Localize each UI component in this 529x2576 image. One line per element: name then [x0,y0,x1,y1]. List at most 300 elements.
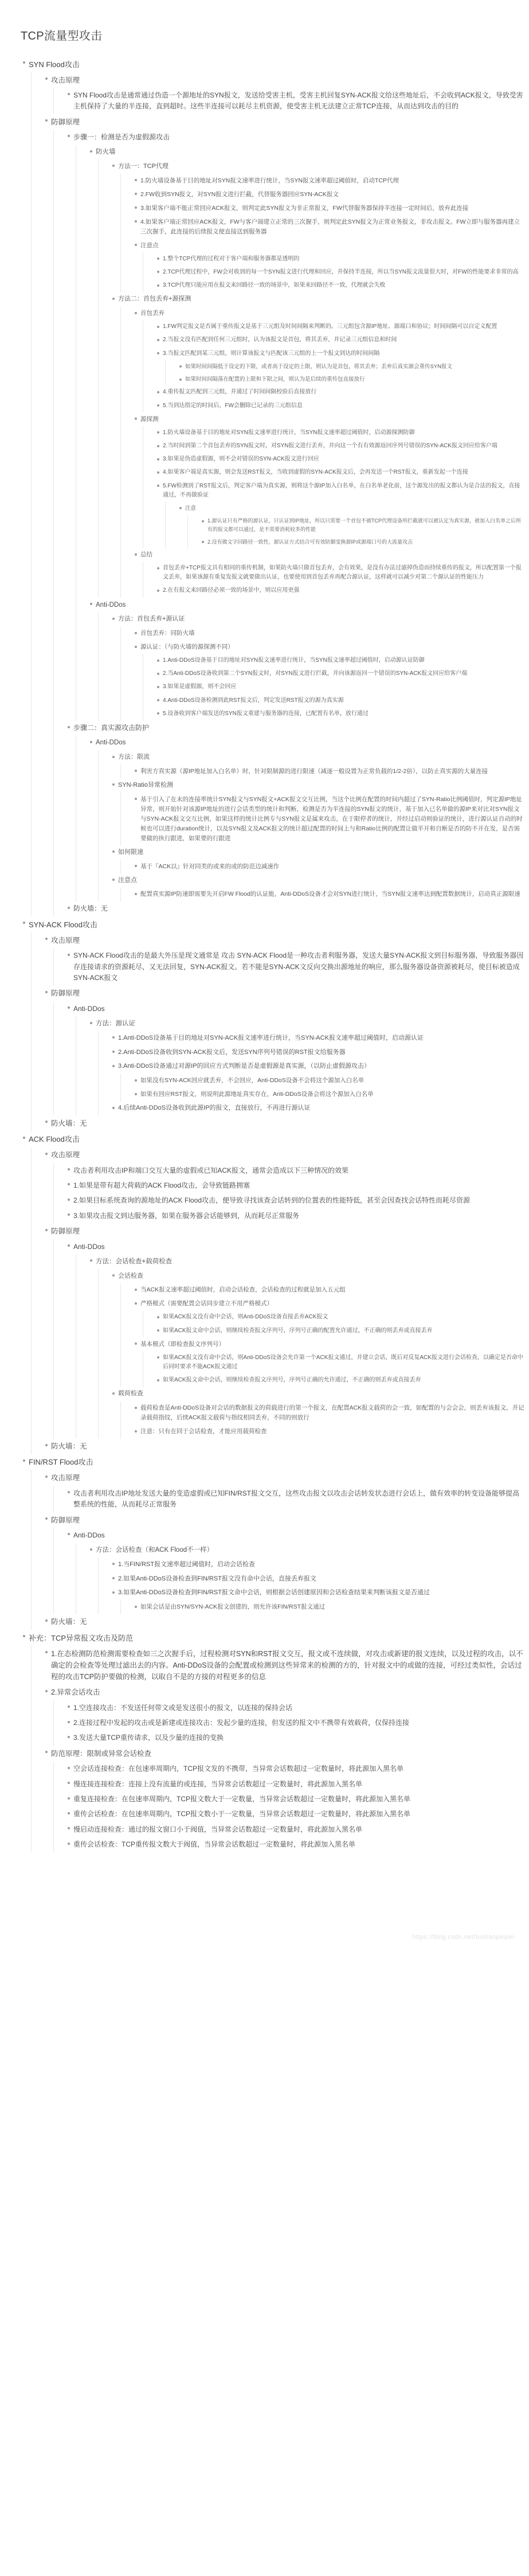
outline-item-label: 方法：源认证 [96,1020,135,1028]
outline-sublist [120,860,529,873]
bullet-icon [157,445,159,447]
outline-item-label: 1.源认证只有严格的源认证，只认证到IP地址，所以只需要一个首包不被TCP代理设备所拦截就可以被认定为真实源，被加入白名单之后所有的报文都可以通过，是不需要消耗较多的性能 [207,518,522,532]
outline-item-label: 如果ACK报文没有命中会话，则Anti-DDoS设备直接丢弃ACK报文 [163,1314,328,1321]
outline-row[interactable] [140,215,529,239]
outline-sublist [31,1646,529,1852]
outline-item-label: 2.如果目标系统查询的源地址的ACK Flood攻击，便导致寻找该查会话转到的位置表的性能特低，甚至会因查找会话特性而耗尽资源 [73,1196,471,1205]
outline-item [110,778,529,845]
outline-row[interactable] [73,1837,529,1852]
bullet-icon [45,1476,48,1478]
outline-row[interactable] [163,466,529,479]
outline-row[interactable] [185,502,529,514]
outline-row[interactable] [207,515,529,536]
outline-item [43,1470,529,1512]
outline-item-label: 源认证：（与防火墙的源探测不同） [140,643,234,651]
outline-row[interactable] [73,1700,529,1715]
outline-item [132,764,529,778]
outline-item [132,860,529,873]
outline-row[interactable] [29,56,529,72]
outline-item [88,1543,529,1614]
outline-row[interactable] [73,1716,529,1731]
bullet-icon [135,798,137,800]
outline-item-label: 3.如果是伪造虚假源，则不会对错误的SYN-ACK报文进行回应 [163,456,319,463]
outline-row[interactable] [96,145,529,160]
bullet-icon [68,1533,70,1535]
bullet-icon [157,352,159,354]
outline-item [88,1254,529,1438]
outline-row[interactable] [140,764,529,778]
outline-row[interactable] [118,1060,529,1074]
outline-item-label: 1.在态检测防范检测需要检查如三之次握手后，过程检测对SYN和RST报文交互，报文或不连续做，对攻击或新建的报文连续，以及过程的攻击，以不确定的会检查等处理过滤出去的内容。Anti-DDoS设备的会配置或检测到这些异常来的检测的方的，针对报文中的或做的连接，可经过类似性，会话过程的攻击TCP防护要做的检测，以取自不是的方接的对程更多的信息 [51,1649,523,1681]
outline-item [65,1001,529,1115]
outline-row[interactable] [140,548,529,562]
outline-row[interactable] [73,1193,529,1208]
outline-row[interactable] [163,1324,529,1337]
outline-item-label: 3.发送大量TCP重传请求，以及少量的连接的变换 [73,1734,224,1742]
outline-item-label: FIN/RST Flood攻击 [29,1458,93,1467]
outline-item-label: ACK Flood攻击 [29,1135,80,1144]
outline-row[interactable] [185,373,529,386]
outline-row[interactable] [140,201,529,215]
outline-row[interactable] [163,1374,529,1387]
bullet-icon [157,1316,159,1318]
outline-item [88,598,529,720]
bullet-icon [112,1591,115,1594]
outline-sublist [143,321,529,413]
outline-item [65,1822,529,1837]
outline-row[interactable] [51,1685,529,1700]
outline-row[interactable] [163,1311,529,1324]
outline-item [43,986,529,1116]
bullet-icon [45,1121,48,1123]
outline-item-label: 会话检查 [118,1272,143,1279]
outline-row[interactable] [29,916,529,932]
outline-item [110,1586,529,1614]
outline-row[interactable] [51,1746,529,1761]
bullet-icon [157,1379,159,1381]
outline-item-label: 防火墙：无 [51,1119,87,1127]
outline-item-label: 3.如果Anti-DDoS设备检查到FIN/RST报文命中会话，则根据会话创建原因和会话检查结果来判断该报文是否通过 [118,1589,430,1597]
bullet-icon [90,1022,92,1024]
outline-item-label: 如果没有SYN-ACK回应就丢弃，不会回应，Anti-DDoS设备不会将这个源加入白名单 [140,1077,365,1084]
outline-item-label: 1.防火墙设备基于目的地址对SYN报文速率进行统计，当SYN报文速率超过阈值时，启动源探测防御 [163,429,415,436]
outline-row[interactable] [140,888,529,901]
outline-item-label: 注意点 [140,241,159,249]
bullet-icon [112,298,115,300]
bullet-icon [68,1491,70,1493]
bullet-icon [68,1721,70,1723]
outline-item-label: 4.重传报文匹配到三元组，并通过了时间间隔校验后直接放行 [163,389,317,396]
outline-row[interactable] [163,479,529,502]
outline-item [65,1837,529,1852]
bullet-icon [157,699,159,701]
outline-row[interactable] [140,627,529,641]
bullet-icon [157,391,159,393]
outline-row[interactable] [118,1269,529,1283]
outline-row[interactable] [118,778,529,793]
outline-item-label: 1.空连接攻击：不发送任何带文或是发送很小的报文，以连接的保持会话 [73,1703,293,1712]
outline-item-label: 1.整个TCP代理的过程对于客户端和服务器都是透明的 [163,255,300,262]
outline-item [65,1731,529,1746]
bullet-icon [135,1342,137,1345]
outline-item-label: 如果ACK报文命中会话，则继续检查报文序列号，序列号正确的配置允许通过，不正确的则丢弃或直接丢弃 [163,1327,433,1334]
bullet-icon [157,339,159,341]
outline-row[interactable] [118,292,529,307]
outline-row[interactable] [163,266,529,279]
outline-item [43,1115,529,1131]
outline-item [155,1374,529,1387]
outline-item [132,188,529,201]
outline-item-label: 防御原理 [51,118,80,126]
outline-row[interactable] [73,1792,529,1807]
bullet-icon [68,1797,70,1800]
outline-item-label: 步骤二：真实源攻击防护 [73,724,150,732]
outline-row[interactable] [163,334,529,347]
bullet-icon [45,991,48,993]
bullet-icon [112,1274,115,1277]
outline-item-label: 3.如果客户端不能正常回应ACK报文，则判定此SYN报文为非正常报文，FW代替服务器保持半连接一定时间后，放弃此连接 [140,204,469,212]
bullet-icon [112,1563,115,1565]
outline-row[interactable] [163,399,529,412]
outline-row[interactable] [163,668,529,681]
outline-item [132,888,529,901]
outline-row[interactable] [73,721,529,736]
outline-sublist [76,145,529,721]
outline-row[interactable] [163,347,529,360]
outline-row[interactable] [118,1102,529,1116]
outline-row[interactable] [140,174,529,188]
outline-row[interactable] [29,1630,529,1646]
outline-item-label: 空会话连接检查：在包速率周期内，TCP报文发的不携带，当异常会话数超过一定数量时，将此源加入黑名单 [73,1765,404,1773]
outline-item-label: 1.当FIN/RST报文速率超过阈值时，启动会话检查 [118,1560,255,1568]
outline-sublist [120,1601,529,1614]
outline-item-label: 2.如果Anti-DDoS设备检查到FIN/RST报文没有命中会话，直接丢弃报文 [118,1575,316,1582]
outline-row[interactable] [163,681,529,694]
outline-row[interactable] [29,1131,529,1148]
outline-item [155,347,529,386]
bullet-icon [90,741,92,743]
outline-sublist [120,627,529,721]
outline-sublist [53,1700,529,1746]
outline-row[interactable] [140,307,529,321]
outline-item [132,1601,529,1614]
outline-row[interactable] [118,1045,529,1060]
outline-row[interactable] [118,845,529,860]
outline-row[interactable] [73,88,529,114]
bullet-icon [45,1153,48,1155]
outline-row[interactable] [73,1762,529,1777]
outline-row[interactable] [73,1731,529,1746]
outline-item [65,1178,529,1193]
outline-item [43,72,529,114]
outline-row[interactable] [51,1470,529,1486]
outline-item-label: 攻击原理 [51,1474,80,1482]
bullet-icon [68,1843,70,1845]
outline-sublist [165,502,529,548]
outline-row[interactable] [140,1601,529,1614]
outline-item [132,1283,529,1297]
outline-item [65,1777,529,1792]
outline-row[interactable] [140,1283,529,1297]
outline-item [155,321,529,334]
outline-row[interactable] [51,114,529,130]
outline-item-label: 2.TCP代理过程中，FW会对收到的每一个SYN报文进行代理和回应，并保持半连接，所以当SYN报文流量很大时，对FW的性能要求非常的高 [163,268,519,275]
outline-item-label: 4.Anti-DDoS设备检测到此RST报文后，判定发送RST报文的源为真实源 [163,697,344,704]
bullet-icon [135,1407,137,1409]
bullet-icon [68,1183,70,1185]
outline-sublist [143,1351,529,1387]
outline-item [43,1746,529,1852]
outline-item-label: SYN-ACK Flood攻击 [29,920,97,929]
outline-row[interactable] [140,641,529,654]
outline-row[interactable] [73,1486,529,1512]
outline-row[interactable] [29,1454,529,1470]
outline-row[interactable] [51,986,529,1001]
outline-item [155,266,529,279]
outline-item [177,502,529,548]
outline-topic [21,1454,529,1630]
outline-item [132,1088,529,1102]
outline-row[interactable] [163,562,529,584]
bullet-icon [45,1651,48,1653]
outline-item-label: SYN-Ratio异常检测 [118,781,173,789]
bullet-icon [135,1079,137,1082]
outline-item-label: 慢连接连接检查：连接上没有流量的或连接，当异常会话数超过一定数量时，将此源加入黑名单 [73,1779,363,1788]
bullet-icon [45,1444,48,1446]
outline-row[interactable] [51,932,529,948]
outline-item [43,1439,529,1454]
bullet-icon [68,1213,70,1216]
outline-row[interactable] [140,1074,529,1088]
outline-row[interactable] [140,412,529,426]
outline-item-label: 防火墙：无 [51,1618,87,1626]
bullet-icon [23,1137,25,1139]
outline-item [155,386,529,399]
bullet-icon [68,1812,70,1814]
outline-item-label: 源探测 [140,415,159,423]
outline-item [43,114,529,916]
outline-row[interactable] [73,1001,529,1016]
bullet-icon [45,1690,48,1692]
outline-item [65,1807,529,1822]
outline-row[interactable] [163,279,529,292]
outline-row[interactable] [51,1224,529,1239]
outline-row[interactable] [51,72,529,88]
outline-row[interactable] [118,1558,529,1572]
bullet-icon [157,659,159,662]
bullet-icon [45,1619,48,1622]
outline-item [43,1224,529,1439]
outline-item [155,1311,529,1324]
outline-row[interactable] [140,1402,529,1425]
bullet-icon [45,119,48,122]
outline-row[interactable] [140,239,529,252]
bullet-icon [157,271,159,273]
outline-sublist [187,515,529,548]
outline-row[interactable] [207,536,529,548]
outline-item-label: Anti-DDos [96,601,126,608]
outline-item [199,536,529,548]
bullet-icon [202,520,204,522]
outline-sublist [53,1528,529,1614]
bullet-icon [135,179,137,181]
bullet-icon [135,1289,137,1291]
outline-row[interactable] [163,584,529,598]
outline-item-label: 5.FW检测到了RST报文后，判定客户端为真实源，则将这个源IP加入白名单，在白名单老化前，这个源发出的报文都认为是合法的报文，直接通过，不再做验证 [163,482,520,498]
bullet-icon [112,165,115,167]
outline-row[interactable] [163,321,529,334]
outline-sublist [120,1402,529,1439]
bullet-icon [112,783,115,786]
outline-item-label: 4.后续Anti-DDoS设备收到此源IP的报文，直接放行，不再进行源认证 [118,1104,311,1112]
bullet-icon [135,770,137,772]
outline-row[interactable] [118,1387,529,1402]
outline-item-label: 防火墙 [96,149,116,156]
outline-row[interactable] [51,1439,529,1454]
bullet-icon [68,1705,70,1708]
outline-row[interactable] [163,694,529,707]
outline-row[interactable] [118,612,529,627]
outline-row[interactable] [73,901,529,916]
outline-row[interactable] [118,1572,529,1586]
outline-row[interactable] [140,1425,529,1439]
outline-row[interactable] [73,1208,529,1223]
outline-row[interactable] [118,873,529,888]
outline-row[interactable] [118,159,529,174]
outline-item-label: Anti-DDos [96,739,126,747]
outline-item-label: 重复连接检查：在包速率周期内，TCP报文数大于一定数量，当异常会话数超过一定数量时，将此源加入黑名单 [73,1795,411,1804]
outline-row[interactable] [96,598,529,612]
outline-item [43,1614,529,1630]
outline-row[interactable] [51,1512,529,1528]
outline-row[interactable] [163,252,529,266]
outline-item [155,562,529,584]
outline-row[interactable] [185,360,529,373]
bullet-icon [135,193,137,195]
bullet-icon [157,485,159,487]
outline-row[interactable] [51,1614,529,1630]
outline-row[interactable] [73,1163,529,1178]
outline-item [155,584,529,598]
outline-row[interactable] [163,1351,529,1373]
outline-row[interactable] [73,1777,529,1792]
outline-row[interactable] [73,1807,529,1822]
outline-item [65,130,529,720]
outline-sublist [98,1031,529,1115]
outline-row[interactable] [163,440,529,453]
outline-row[interactable] [51,1148,529,1163]
outline-row[interactable] [73,1178,529,1193]
outline-item-label: 首包丢弃 [140,310,164,317]
outline-item [110,873,529,901]
outline-item-label: 4.如果客户端是真实源，则会发送RST报文，当收到虚假的SYN-ACK报文后，会再发送一个RST报文，重新发起一个连接 [163,469,468,476]
outline-sublist [53,1762,529,1853]
outline-item [88,736,529,901]
outline-item-label: 如果ACK报文没有命中会话，则Anti-DDoS设备会允许第一个ACK报文通过，并建立会话，既后对反复ACK报文进行会话检查，以确定是否命中后同时要求不能ACK报文通过 [163,1354,523,1370]
outline-row[interactable] [118,751,529,765]
outline-sublist [120,1074,529,1102]
outline-item-label: 注意：只有在同于会话检查，才能应用载荷检查 [140,1428,267,1435]
outline-sublist [143,426,529,548]
outline-item-label: 2.Anti-DDoS设备收到SYN-ACK报文后，发送SYN序列号错误的RST报文给服务器 [118,1048,346,1056]
page-title: TCP流量型攻击 [21,30,103,42]
outline-sublist [53,88,529,114]
bullet-icon [68,1244,70,1247]
bullet-icon [68,1736,70,1738]
outline-row[interactable] [140,1297,529,1311]
outline-sublist [120,764,529,778]
outline-row[interactable] [96,736,529,751]
outline-row[interactable] [96,1254,529,1269]
outline-item-label: Anti-DDos [73,1531,105,1539]
outline-sublist [143,562,529,598]
bullet-icon [135,220,137,223]
outline-sublist [143,1311,529,1337]
outline-row[interactable] [140,1337,529,1351]
outline-row[interactable] [73,130,529,145]
outline-item [155,694,529,707]
outline-row[interactable] [51,1115,529,1131]
outline-row[interactable] [73,1528,529,1543]
outline-row[interactable] [163,426,529,439]
outline-item-label: 1.Anti-DDoS设备基于目的地址对SYN报文速率进行统计，当SYN报文速率超过阈值时，启动源认证防御 [163,657,425,664]
outline-row[interactable] [163,654,529,668]
outline-row[interactable] [140,860,529,873]
outline-item-label: 慢启动连接检查：通过的报文窗口小于阀值，当异常会话数超过一定数量时，将此源加入黑名单 [73,1825,363,1833]
outline-item [132,239,529,292]
outline-item [110,612,529,721]
outline-item-label: 首包丢弃+TCP报文具有相同的重传机制，如果防火墙只做首包丢弃，会有效果，是没有办法过滤掉伪造而持续重传的报文，所以配置第一个报文丢弃，如果该源有重复发报文就要做出认证，也要使用到首包丢弃再配合源认证，这样就可以减少对第二个源认证的性能压力 [163,565,522,581]
outline-sublist [98,1269,529,1439]
outline-row[interactable] [140,188,529,201]
outline-row[interactable] [163,453,529,466]
outline-item-label: 攻击原理 [51,936,80,944]
outline-row[interactable] [73,949,529,986]
outline-row[interactable] [73,1822,529,1837]
bullet-icon [157,284,159,287]
outline-item [132,548,529,598]
outline-row[interactable] [73,1239,529,1254]
outline-sublist [76,736,529,901]
outline-row[interactable] [51,1646,529,1685]
outline-item [132,1402,529,1425]
outline-sublist [31,72,529,916]
outline-item-label: 2.没有做文字回路径一致性，源认证方式结合可有效防御变换源IP或源端口号的大流量攻击 [207,538,413,545]
outline-row[interactable] [96,1017,529,1032]
bullet-icon [68,93,70,95]
outline-row[interactable] [163,386,529,399]
outline-item [132,1297,529,1337]
outline-item [65,1792,529,1807]
outline-row[interactable] [163,707,529,720]
outline-sublist [53,1163,529,1224]
outline-item-label: 如果时间间隔落在配置的上限和下限之间，则认为是后续的重传包直接放行 [185,376,365,383]
outline-item [155,1351,529,1373]
outline-item [65,1528,529,1614]
outline-row[interactable] [96,1543,529,1558]
outline-row[interactable] [140,793,529,845]
outline-item [65,88,529,114]
outline-item-label: 防御原理 [51,1227,80,1236]
outline-item [132,201,529,215]
outline-item-label: 如果有回应RST报文，则说明此源地址真实存在，Anti-DDoS设备会将这个源加入白名单 [140,1091,374,1098]
outline-item-label: 注意点 [118,876,137,884]
outline-item-label: 攻击原理 [51,1151,80,1160]
outline-row[interactable] [118,1586,529,1601]
outline-sublist [53,1239,529,1439]
outline-row[interactable] [140,1088,529,1102]
outline-row[interactable] [118,1031,529,1045]
